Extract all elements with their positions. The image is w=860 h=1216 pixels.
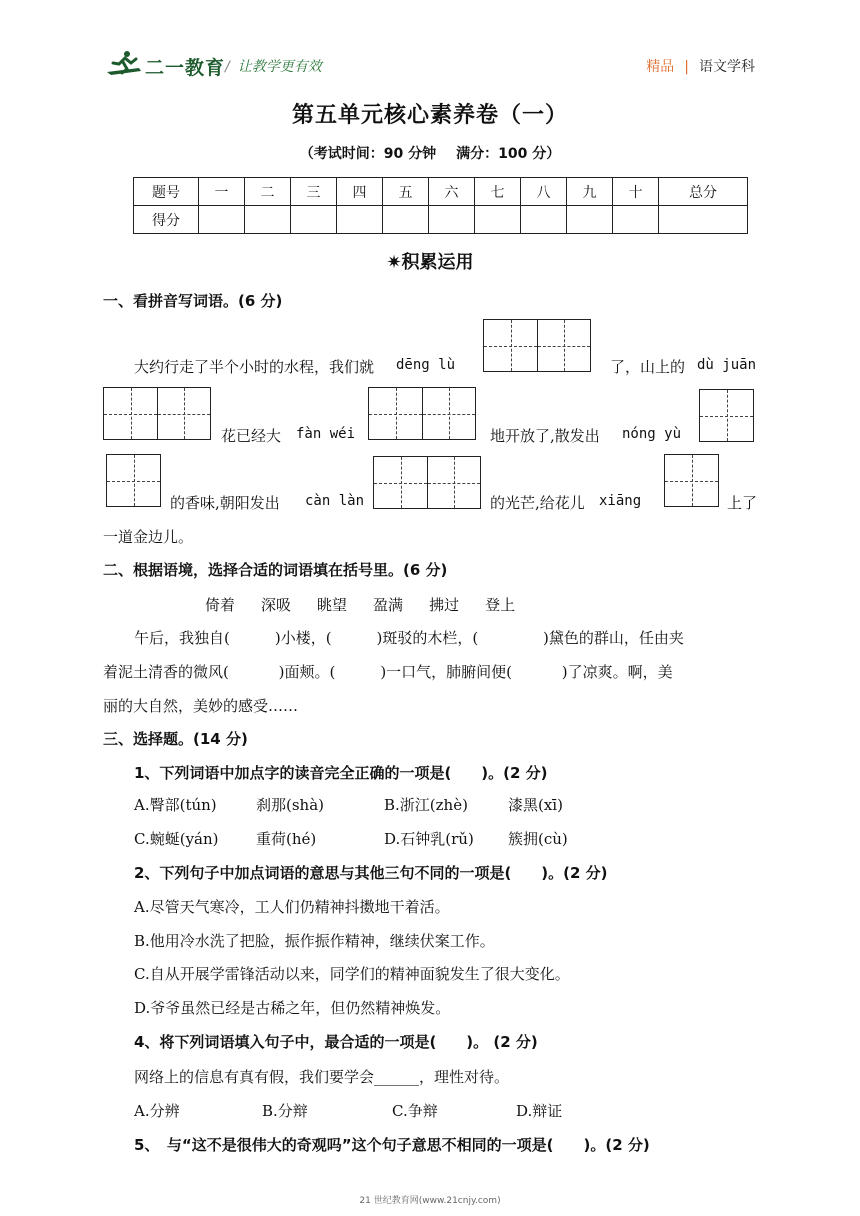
word-option: 拂过: [429, 596, 460, 614]
page-title: 第五单元核心素养卷（一）: [291, 103, 568, 128]
option: A.尽管天气寒冷，工人们仍精神抖擞地干着活。: [134, 898, 450, 916]
word-option: 登上: [485, 596, 516, 614]
option: 簇拥(cù): [508, 830, 568, 848]
score-cell[interactable]: [613, 206, 659, 234]
tianzi-grid[interactable]: [106, 454, 161, 507]
score-cell[interactable]: [245, 206, 291, 234]
option: C.争辩: [392, 1102, 438, 1120]
q2-passage-line: 着泥土清香的微风( )面颊。( )一口气，肺腑间便( )了凉爽。啊，美: [103, 663, 673, 681]
pinyin: xiāng: [599, 493, 642, 509]
score-cell[interactable]: [567, 206, 613, 234]
option: 刹那(shà): [256, 796, 325, 814]
word-option: 倚着: [205, 596, 236, 614]
q2-passage-line: 丽的大自然，美妙的感受……: [103, 697, 299, 715]
tianzi-grid[interactable]: [373, 456, 481, 509]
exam-full-score: 满分：100 分）: [456, 146, 561, 162]
q1-text: 大约行走了半个小时的水程，我们就: [134, 358, 375, 376]
option: A.臀部(tún): [134, 796, 217, 814]
q3-2-title: 2、下列句子中加点词语的意思与其他三句不同的一项是( )。(2 分): [134, 864, 608, 882]
score-table: [133, 177, 748, 234]
option: C.蜿蜒(yán): [134, 830, 219, 848]
q1-text: 地开放了,散发出: [490, 427, 600, 445]
score-table-header-row: [134, 178, 748, 206]
score-cell[interactable]: [337, 206, 383, 234]
page-footer: 21 世纪教育网(www.21cnjy.com): [359, 1196, 501, 1206]
table-cell: 五: [383, 178, 429, 206]
q1-text: 花已经大: [221, 427, 282, 445]
score-cell[interactable]: [521, 206, 567, 234]
q3-4-title: 4、将下列词语填入句子中，最合适的一项是( )。 (2 分): [134, 1033, 538, 1051]
table-cell: 一: [199, 178, 245, 206]
premium-label: 精品: [646, 59, 675, 75]
table-cell: 八: [521, 178, 567, 206]
option: B.他用冷水洗了把脸，振作振作精神，继续伏案工作。: [134, 932, 495, 950]
score-cell[interactable]: [199, 206, 245, 234]
table-cell: 九: [567, 178, 613, 206]
word-option: 盈满: [373, 596, 404, 614]
score-cell[interactable]: [659, 206, 748, 234]
pinyin: dēng lù: [396, 357, 456, 373]
q1-text: 一道金边儿。: [103, 528, 194, 546]
table-cell: 题号: [134, 178, 199, 206]
q3-title: 三、选择题。(14 分): [103, 730, 248, 748]
tianzi-grid[interactable]: [664, 454, 719, 507]
option: 重荷(hé): [256, 830, 317, 848]
pinyin: fàn wéi: [296, 426, 356, 442]
q3-1-title: 1、下列词语中加点字的读音完全正确的一项是( )。(2 分): [134, 764, 548, 782]
option: C.自从开展学雷锋活动以来，同学们的精神面貌发生了很大变化。: [134, 965, 570, 983]
q1-text: 上了: [727, 494, 758, 512]
score-cell[interactable]: [383, 206, 429, 234]
table-cell: 七: [475, 178, 521, 206]
table-cell: 总分: [659, 178, 748, 206]
q2-title: 二、根据语境，选择合适的词语填在括号里。(6 分): [103, 561, 448, 579]
runner-logo-icon: [105, 50, 145, 76]
q2-passage-line: 午后，我独自( )小楼，( )斑驳的木栏，( )黛色的群山，任由夹: [134, 629, 684, 647]
score-table-score-row: [134, 206, 748, 234]
option: D.石钟乳(rǔ): [384, 830, 474, 848]
pinyin: nóng yù: [622, 426, 682, 442]
table-cell: 三: [291, 178, 337, 206]
pinyin: càn làn: [305, 493, 365, 509]
tianzi-grid[interactable]: [368, 387, 476, 440]
option: B.浙江(zhè): [384, 796, 468, 814]
table-cell: 六: [429, 178, 475, 206]
word-option: 眺望: [317, 596, 348, 614]
tianzi-grid[interactable]: [483, 319, 591, 372]
score-cell[interactable]: [291, 206, 337, 234]
exam-time: （考试时间：90 分钟: [299, 146, 437, 162]
option: A.分辨: [134, 1102, 180, 1120]
exam-info: [0, 143, 860, 163]
pinyin: dù juān: [697, 357, 757, 373]
q3-5-title: 5、 与“这不是很伟大的奇观吗”这个句子意思不相同的一项是( )。(2 分): [134, 1136, 650, 1154]
table-cell: 得分: [134, 206, 199, 234]
table-cell: 四: [337, 178, 383, 206]
score-cell[interactable]: [475, 206, 521, 234]
subject-label: 语文学科: [699, 59, 755, 75]
tianzi-grid[interactable]: [699, 389, 754, 442]
q1-text: 的香味,朝阳发出: [170, 494, 280, 512]
option: D.辩证: [516, 1102, 563, 1120]
option: D.爷爷虽然已经是古稀之年，但仍然精神焕发。: [134, 999, 451, 1017]
table-cell: 二: [245, 178, 291, 206]
q1-text: 了，山上的: [610, 358, 686, 376]
logo-text: 二一教育: [145, 57, 226, 79]
table-cell: 十: [613, 178, 659, 206]
section-heading: ✷积累运用: [386, 252, 474, 273]
question-stem: 网络上的信息有真有假，我们要学会______，理性对待。: [134, 1068, 510, 1086]
slogan: / 让教学更有效: [225, 59, 322, 75]
score-cell[interactable]: [429, 206, 475, 234]
q1-text: 的光芒,给花儿: [490, 494, 585, 512]
page-header: [105, 46, 755, 86]
option: B.分辩: [262, 1102, 308, 1120]
word-option: 深吸: [261, 596, 292, 614]
q2-word-bank: [205, 594, 541, 615]
tianzi-grid[interactable]: [103, 387, 211, 440]
slogan-text: 让教学更有效: [237, 59, 322, 75]
q1-title: 一、看拼音写词语。(6 分): [103, 292, 283, 310]
option: 漆黑(xī): [508, 796, 563, 814]
header-right: 精品 | 语文学科: [646, 59, 755, 75]
